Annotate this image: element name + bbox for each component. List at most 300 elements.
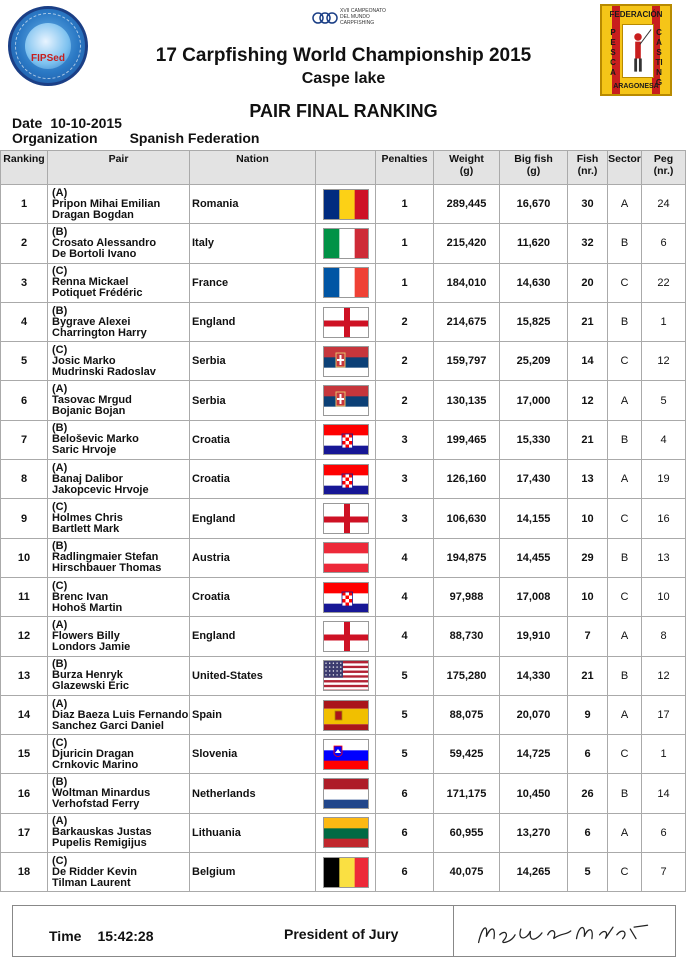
nation-cell: Serbia (190, 342, 316, 381)
table-row (1, 538, 686, 577)
rank-cell: 13 (1, 656, 48, 695)
flag-cell (316, 185, 376, 224)
rank-cell: 15 (1, 735, 48, 774)
peg-cell: 10 (642, 577, 686, 616)
bigfish-cell: 17,430 (500, 460, 568, 499)
sector-cell: A (608, 695, 642, 734)
bigfish-cell: 16,670 (500, 185, 568, 224)
peg-cell: 12 (642, 656, 686, 695)
sector-cell: B (608, 774, 642, 813)
penalties-cell: 1 (376, 185, 434, 224)
time-line (49, 928, 153, 944)
fish-count-cell: 14 (568, 342, 608, 381)
header-peg (642, 151, 686, 185)
pair-cell (48, 853, 190, 892)
pair-sector-code: (A) (52, 186, 68, 199)
sector-cell: C (608, 853, 642, 892)
lithuania-flag-icon (324, 818, 369, 848)
fish-count-cell: 5 (568, 853, 608, 892)
flag (323, 267, 369, 298)
pair-sector-code: (A) (52, 815, 68, 828)
penalties-cell: 3 (376, 499, 434, 538)
romania-flag-icon (324, 190, 369, 220)
flag (323, 189, 369, 220)
nation-cell: Romania (190, 185, 316, 224)
peg-cell: 16 (642, 499, 686, 538)
flag (323, 346, 369, 377)
angler-name: Hohoš Martin (52, 601, 123, 614)
angler-name: Burza Henryk (52, 669, 123, 682)
fish-count-cell: 26 (568, 774, 608, 813)
pair-sector-code: (B) (52, 225, 68, 238)
weight-cell: 59,425 (434, 735, 500, 774)
flag (323, 857, 369, 888)
angler-name: De Bortoli Ivano (52, 247, 137, 260)
peg-cell: 12 (642, 342, 686, 381)
angler-name: Holmes Chris (52, 512, 123, 525)
pair-sector-code: (B) (52, 776, 68, 789)
document-footer (12, 905, 676, 957)
flag-cell (316, 499, 376, 538)
rank-cell: 1 (1, 185, 48, 224)
penalties-cell: 2 (376, 381, 434, 420)
peg-cell: 6 (642, 224, 686, 263)
bigfish-cell: 19,910 (500, 617, 568, 656)
peg-cell: 7 (642, 853, 686, 892)
organization-value: Spanish Federation (129, 130, 260, 146)
flag-cell (316, 695, 376, 734)
pair-cell (48, 263, 190, 302)
pair-sector-code: (A) (52, 461, 68, 474)
angler-name: Dragan Bogdan (52, 208, 134, 221)
pair-cell (48, 185, 190, 224)
flag-cell (316, 342, 376, 381)
header-peg-label: Peg (653, 153, 674, 165)
flag-cell (316, 460, 376, 499)
peg-cell: 17 (642, 695, 686, 734)
penalties-cell: 4 (376, 577, 434, 616)
sector-cell: C (608, 577, 642, 616)
flag-cell (316, 774, 376, 813)
flag-cell (316, 302, 376, 341)
spain-flag-icon (324, 701, 369, 731)
fish-count-cell: 6 (568, 735, 608, 774)
weight-cell: 184,010 (434, 263, 500, 302)
rank-cell: 7 (1, 420, 48, 459)
nation-cell: Italy (190, 224, 316, 263)
angler-name: Radlingmaier Stefan (52, 551, 159, 564)
table-row (1, 695, 686, 734)
federacion-logo-top: FEDERACIÓN (609, 10, 663, 19)
table-row (1, 342, 686, 381)
header-penalties: Penalties (376, 151, 434, 185)
rank-cell: 3 (1, 263, 48, 302)
header-weight-label: Weight (449, 153, 484, 165)
header-fish (568, 151, 608, 185)
rings-icon (312, 10, 338, 26)
rank-cell: 11 (1, 577, 48, 616)
pair-cell (48, 224, 190, 263)
penalties-cell: 2 (376, 302, 434, 341)
federacion-logo-bottom: ARAGONESA (613, 83, 659, 90)
pair-sector-code: (B) (52, 304, 68, 317)
header-fish-label: Fish (576, 153, 599, 165)
pair-cell (48, 774, 190, 813)
nation-cell: Spain (190, 695, 316, 734)
header-peg-unit: (nr.) (653, 165, 674, 177)
netherlands-flag-icon (324, 779, 369, 809)
peg-cell: 8 (642, 617, 686, 656)
flag-cell (316, 224, 376, 263)
nation-cell: Netherlands (190, 774, 316, 813)
penalties-cell: 4 (376, 538, 434, 577)
penalties-cell: 6 (376, 774, 434, 813)
flag (323, 621, 369, 652)
rank-cell: 4 (1, 302, 48, 341)
pair-sector-code: (A) (52, 383, 68, 396)
pair-sector-code: (C) (52, 736, 68, 749)
angler-name: Barkauskas Justas (52, 826, 152, 839)
penalties-cell: 4 (376, 617, 434, 656)
header-fish-unit: (nr.) (577, 165, 598, 177)
peg-cell: 24 (642, 185, 686, 224)
sector-cell: B (608, 420, 642, 459)
header-pair: Pair (48, 151, 190, 185)
sector-cell: B (608, 302, 642, 341)
angler-name: Saric Hrvoje (52, 444, 117, 457)
header-bigfish-unit: (g) (526, 165, 541, 177)
nation-cell: Belgium (190, 853, 316, 892)
flag-cell (316, 263, 376, 302)
header-sector: Sector (608, 151, 642, 185)
sector-cell: C (608, 499, 642, 538)
croatia-flag-icon (324, 583, 369, 613)
pair-cell (48, 813, 190, 852)
fish-count-cell: 30 (568, 185, 608, 224)
angler-name: Woltman Minardus (52, 787, 151, 800)
fish-count-cell: 6 (568, 813, 608, 852)
pair-sector-code: (C) (52, 854, 68, 867)
serbia-flag-icon (324, 347, 369, 377)
bigfish-cell: 17,008 (500, 577, 568, 616)
pair-cell (48, 460, 190, 499)
penalties-cell: 6 (376, 853, 434, 892)
sector-cell: C (608, 342, 642, 381)
angler-name: Glazewski Eric (52, 680, 130, 693)
angler-name: Bygrave Alexei (52, 315, 131, 328)
bigfish-cell: 14,330 (500, 656, 568, 695)
table-row (1, 499, 686, 538)
weight-cell: 175,280 (434, 656, 500, 695)
peg-cell: 4 (642, 420, 686, 459)
table-row (1, 617, 686, 656)
nation-cell: Lithuania (190, 813, 316, 852)
nation-cell: Austria (190, 538, 316, 577)
croatia-flag-icon (324, 465, 369, 495)
pair-sector-code: (C) (52, 579, 68, 592)
flag-cell (316, 577, 376, 616)
weight-cell: 194,875 (434, 538, 500, 577)
pair-cell (48, 342, 190, 381)
flag-cell (316, 735, 376, 774)
angler-name: Hirschbauer Thomas (52, 562, 162, 575)
fish-count-cell: 21 (568, 420, 608, 459)
signature-icon (454, 906, 676, 954)
table-row (1, 853, 686, 892)
flag-cell (316, 381, 376, 420)
weight-cell: 88,075 (434, 695, 500, 734)
weight-cell: 171,175 (434, 774, 500, 813)
sector-cell: A (608, 460, 642, 499)
peg-cell: 5 (642, 381, 686, 420)
fipsed-logo-text: FIPSed (31, 53, 65, 64)
serbia-flag-icon (324, 386, 369, 416)
rank-cell: 18 (1, 853, 48, 892)
angler-name: Mudrinski Radoslav (52, 365, 156, 378)
bigfish-cell: 13,270 (500, 813, 568, 852)
angler-name: Potiquet Frédéric (52, 287, 143, 300)
pair-cell (48, 538, 190, 577)
nation-cell: England (190, 302, 316, 341)
england-flag-icon (324, 308, 369, 338)
ranking-table (0, 150, 686, 892)
flag-cell (316, 656, 376, 695)
time-label: Time (49, 928, 82, 944)
weight-cell: 88,730 (434, 617, 500, 656)
angler-name: Josic Marko (52, 354, 116, 367)
nation-cell: France (190, 263, 316, 302)
bigfish-cell: 11,620 (500, 224, 568, 263)
angler-name: Charrington Harry (52, 326, 147, 339)
pair-sector-code: (B) (52, 422, 68, 435)
penalties-cell: 5 (376, 735, 434, 774)
pair-sector-code: (B) (52, 658, 68, 671)
angler-name: Tasovac Mrgud (52, 394, 132, 407)
fish-count-cell: 13 (568, 460, 608, 499)
pair-cell (48, 420, 190, 459)
table-row (1, 302, 686, 341)
slovenia-flag-icon (324, 740, 369, 770)
sector-cell: A (608, 617, 642, 656)
rank-cell: 6 (1, 381, 48, 420)
table-row (1, 224, 686, 263)
pair-sector-code: (A) (52, 697, 68, 710)
date-label: Date (12, 115, 43, 131)
angler-name: Flowers Billy (52, 629, 120, 642)
rank-cell: 2 (1, 224, 48, 263)
table-row (1, 460, 686, 499)
angler-name: Renna Mickael (52, 276, 129, 289)
angler-name: Verhofstad Ferry (52, 798, 140, 811)
fish-count-cell: 10 (568, 577, 608, 616)
bigfish-cell: 10,450 (500, 774, 568, 813)
penalties-cell: 3 (376, 460, 434, 499)
croatia-flag-icon (324, 425, 369, 455)
table-row (1, 735, 686, 774)
austria-flag-icon (324, 543, 369, 573)
header-bigfish-label: Big fish (514, 153, 553, 165)
weight-cell: 214,675 (434, 302, 500, 341)
weight-cell: 60,955 (434, 813, 500, 852)
flag-cell (316, 420, 376, 459)
angler-name: Diaz Baeza Luis Fernando (52, 708, 189, 721)
header-flag (316, 151, 376, 185)
fish-count-cell: 29 (568, 538, 608, 577)
bigfish-cell: 14,155 (500, 499, 568, 538)
flag (323, 660, 369, 691)
bigfish-cell: 25,209 (500, 342, 568, 381)
penalties-cell: 2 (376, 342, 434, 381)
federacion-logo-right: CASTING (655, 28, 663, 87)
rank-cell: 14 (1, 695, 48, 734)
bigfish-cell: 14,725 (500, 735, 568, 774)
angler-name: Sanchez Garci Daniel (52, 719, 164, 732)
angler-name: Crnkovic Marino (52, 758, 139, 771)
pair-cell (48, 381, 190, 420)
nation-cell: Croatia (190, 460, 316, 499)
fish-count-cell: 21 (568, 302, 608, 341)
sector-cell: C (608, 735, 642, 774)
france-flag-icon (324, 268, 369, 298)
pair-cell (48, 617, 190, 656)
peg-cell: 22 (642, 263, 686, 302)
flag-cell (316, 617, 376, 656)
peg-cell: 19 (642, 460, 686, 499)
pair-sector-code: (B) (52, 540, 68, 553)
flag (323, 542, 369, 573)
bigfish-cell: 14,265 (500, 853, 568, 892)
table-row (1, 774, 686, 813)
flag (323, 582, 369, 613)
weight-cell: 199,465 (434, 420, 500, 459)
ranking-title: PAIR FINAL RANKING (249, 101, 438, 121)
weight-cell: 106,630 (434, 499, 500, 538)
england-flag-icon (324, 622, 369, 652)
table-row (1, 656, 686, 695)
penalties-cell: 3 (376, 420, 434, 459)
organization-label: Organization (12, 130, 98, 146)
pair-sector-code: (A) (52, 618, 68, 631)
peg-cell: 13 (642, 538, 686, 577)
header-bigfish (500, 151, 568, 185)
sector-cell: B (608, 538, 642, 577)
flag (323, 385, 369, 416)
rank-cell: 5 (1, 342, 48, 381)
flag-cell (316, 813, 376, 852)
date-value: 10-10-2015 (50, 115, 122, 131)
signature-box (453, 906, 677, 956)
table-row (1, 263, 686, 302)
flag (323, 228, 369, 259)
rank-cell: 17 (1, 813, 48, 852)
pair-sector-code: (C) (52, 501, 68, 514)
angler-name: Pripon Mihai Emilian (52, 197, 161, 210)
championship-title: 17 Carpfishing World Championship 2015 (155, 45, 532, 66)
penalties-cell: 5 (376, 656, 434, 695)
angler-name: Djuricin Dragan (52, 747, 134, 760)
pair-cell (48, 499, 190, 538)
angler-name: Bojanic Bojan (52, 405, 126, 418)
organization-line (12, 130, 259, 146)
date-line (12, 115, 122, 131)
peg-cell: 1 (642, 302, 686, 341)
header-weight-unit: (g) (459, 165, 474, 177)
header-weight (434, 151, 500, 185)
angler-name: Jakopcevic Hrvoje (52, 483, 149, 496)
flag (323, 817, 369, 848)
angler-name: Londors Jamie (52, 640, 131, 653)
bigfish-cell: 14,630 (500, 263, 568, 302)
rank-cell: 16 (1, 774, 48, 813)
president-of-jury-label: President of Jury (284, 926, 399, 942)
table-row (1, 577, 686, 616)
fish-count-cell: 9 (568, 695, 608, 734)
sector-cell: B (608, 656, 642, 695)
weight-cell: 97,988 (434, 577, 500, 616)
fish-count-cell: 20 (568, 263, 608, 302)
table-row (1, 381, 686, 420)
england-flag-icon (324, 504, 369, 534)
bigfish-cell: 14,455 (500, 538, 568, 577)
venue-title: Caspe lake (301, 70, 386, 87)
header-ranking: Ranking (1, 151, 48, 185)
peg-cell: 6 (642, 813, 686, 852)
nation-cell: Serbia (190, 381, 316, 420)
weight-cell: 40,075 (434, 853, 500, 892)
fish-count-cell: 12 (568, 381, 608, 420)
flag (323, 424, 369, 455)
nation-cell: United-States (190, 656, 316, 695)
sector-cell: A (608, 381, 642, 420)
pair-sector-code: (C) (52, 343, 68, 356)
time-value: 15:42:28 (97, 928, 154, 944)
fish-count-cell: 32 (568, 224, 608, 263)
weight-cell: 130,135 (434, 381, 500, 420)
flag (323, 503, 369, 534)
flag-cell (316, 853, 376, 892)
peg-cell: 1 (642, 735, 686, 774)
fish-count-cell: 10 (568, 499, 608, 538)
angler-name: Banaj Dalibor (52, 472, 123, 485)
fish-count-cell: 21 (568, 656, 608, 695)
weight-cell: 289,445 (434, 185, 500, 224)
nation-cell: England (190, 499, 316, 538)
weight-cell: 159,797 (434, 342, 500, 381)
angler-name: Brenc Ivan (52, 590, 109, 603)
peg-cell: 14 (642, 774, 686, 813)
angler-name: Tilman Laurent (52, 876, 131, 889)
italy-flag-icon (324, 229, 369, 259)
rank-cell: 9 (1, 499, 48, 538)
rank-cell: 8 (1, 460, 48, 499)
sector-cell: A (608, 813, 642, 852)
angler-name: Bartlett Mark (52, 523, 120, 536)
weight-cell: 126,160 (434, 460, 500, 499)
header-nation: Nation (190, 151, 316, 185)
championship-logo-text: XVII CAMPEONATO DEL MUNDO CARPFISHING (340, 8, 386, 26)
bigfish-cell: 15,330 (500, 420, 568, 459)
angler-name: Pupelis Remigijus (52, 837, 147, 850)
penalties-cell: 6 (376, 813, 434, 852)
pair-cell (48, 577, 190, 616)
flag (323, 778, 369, 809)
bigfish-cell: 20,070 (500, 695, 568, 734)
angler-name: Beloševic Marko (52, 433, 139, 446)
flag (323, 464, 369, 495)
nation-cell: Slovenia (190, 735, 316, 774)
angler-name: De Ridder Kevin (52, 865, 137, 878)
pair-cell (48, 695, 190, 734)
